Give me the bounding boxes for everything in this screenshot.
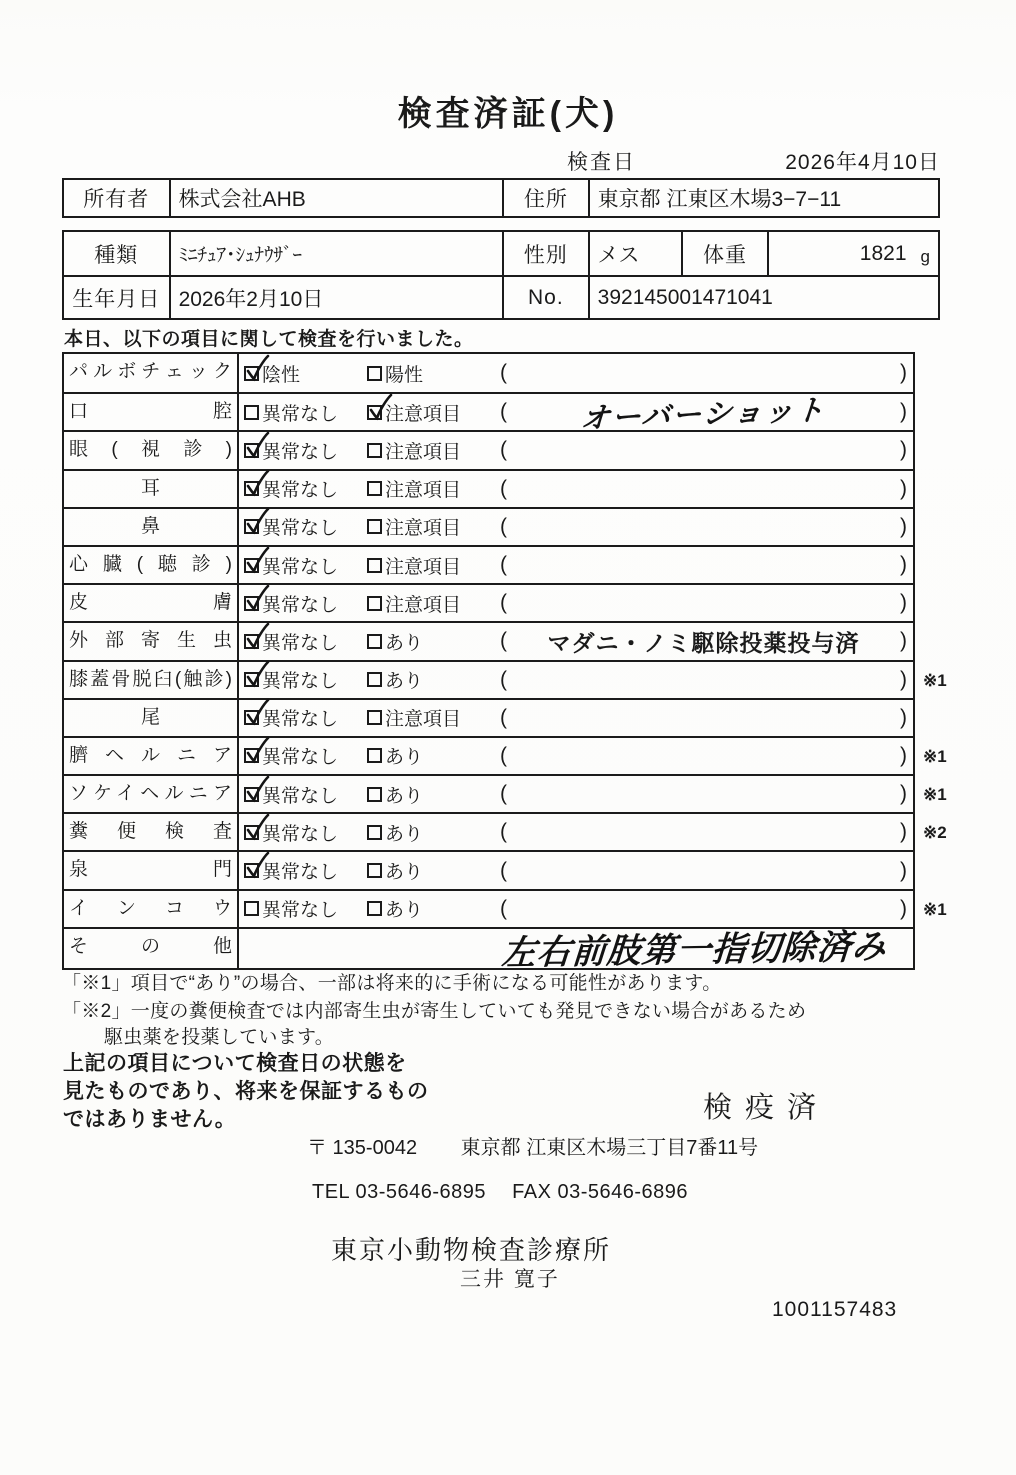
footnote-2: 「※2」一度の糞便検査では内部寄生虫が寄生していても発見できない場合があるため xyxy=(62,1001,807,1022)
open-paren: ( xyxy=(500,438,507,462)
weight-value xyxy=(767,232,938,275)
disclaimer xyxy=(63,1050,429,1134)
checkmark-icon xyxy=(243,623,270,651)
fax: FAX 03-5646-6896 xyxy=(512,1181,689,1203)
option-1-label: 異常なし xyxy=(262,518,339,540)
close-paren: ) xyxy=(900,743,907,767)
option-2 xyxy=(367,781,500,808)
option-2-label: あり xyxy=(385,747,424,769)
open-paren: ( xyxy=(500,514,507,538)
option-1 xyxy=(244,628,367,655)
checkbox[interactable] xyxy=(367,672,382,687)
option-2 xyxy=(367,437,500,464)
exam-date-label: 検査日 xyxy=(567,151,636,174)
checkbox[interactable] xyxy=(367,825,382,840)
no-label: No. xyxy=(502,277,588,318)
postal-line xyxy=(307,1131,758,1160)
option-1 xyxy=(244,704,367,731)
checklist-row-content xyxy=(239,852,913,888)
open-paren: ( xyxy=(500,667,507,691)
close-paren: ) xyxy=(900,476,907,500)
option-1-label: 異常なし xyxy=(262,785,339,807)
option-2-label: 注意項目 xyxy=(385,441,462,463)
breed-value: ﾐﾆﾁｭｱ･ｼｭﾅｳｻﾞｰ xyxy=(169,232,502,275)
footnote-ref: ※1 xyxy=(923,670,947,690)
option-2-label: あり xyxy=(385,862,424,884)
option-2-label: 注意項目 xyxy=(385,709,462,731)
open-paren: ( xyxy=(500,553,507,577)
serial-number: 1001157483 xyxy=(772,1298,898,1321)
open-paren: ( xyxy=(500,705,507,729)
option-1-label: 異常なし xyxy=(262,823,339,845)
checklist-item-label: 眼(視診) xyxy=(64,432,239,468)
exam-date-value: 2026年4月10日 xyxy=(785,151,940,174)
checklist-row-content xyxy=(239,776,913,812)
footnote-ref: ※1 xyxy=(923,785,947,805)
option-2-label: 注意項目 xyxy=(385,480,462,502)
weight-unit: g xyxy=(920,246,930,266)
checklist-item-label: 糞便検査 xyxy=(64,814,239,850)
checkmark-icon xyxy=(243,852,270,880)
checklist-row-content xyxy=(239,432,913,468)
checklist-row-content xyxy=(239,585,913,621)
open-paren: ( xyxy=(500,591,507,615)
close-paren: ) xyxy=(900,361,907,385)
checklist-row-content xyxy=(239,394,913,436)
owner-table xyxy=(62,178,940,218)
checkbox[interactable] xyxy=(244,558,259,573)
checkmark-icon xyxy=(243,737,270,765)
option-1-label: 異常なし xyxy=(262,709,339,731)
checklist-item-label: インコウ xyxy=(64,891,239,927)
option-1 xyxy=(244,781,367,808)
birth-value: 2026年2月10日 xyxy=(169,277,502,318)
option-2 xyxy=(367,819,500,846)
option-2-label: あり xyxy=(385,785,424,807)
clinic-name: 東京小動物検査診療所 xyxy=(331,1235,612,1265)
checkmark-icon xyxy=(243,470,270,498)
owner-value: 株式会社AHB xyxy=(169,180,502,216)
tel-fax-line xyxy=(312,1181,688,1204)
option-2 xyxy=(367,590,500,617)
breed-row xyxy=(64,232,938,275)
footnote-ref: ※1 xyxy=(923,746,947,766)
clinic-address: 東京都 江東区木場三丁目7番11号 xyxy=(460,1137,759,1159)
intro-text: 本日、以下の項目に関して検査を行いました。 xyxy=(64,329,474,350)
breed-label: 種類 xyxy=(94,243,139,267)
close-paren: ) xyxy=(900,896,907,920)
option-1 xyxy=(244,399,367,426)
checklist-row-content xyxy=(239,471,913,507)
option-2-label: 注意項目 xyxy=(385,403,462,425)
birth-label: 生年月日 xyxy=(72,287,161,311)
checkbox[interactable] xyxy=(367,634,382,649)
footnote-ref: ※2 xyxy=(923,823,947,843)
option-2 xyxy=(367,399,500,426)
checklist-row xyxy=(64,850,913,888)
option-1 xyxy=(244,895,367,922)
checkbox[interactable] xyxy=(244,748,259,763)
checkbox[interactable] xyxy=(367,366,382,381)
footnote-ref: ※1 xyxy=(923,899,947,919)
checklist-row xyxy=(64,812,947,850)
checkbox[interactable] xyxy=(244,634,259,649)
close-paren: ) xyxy=(900,705,907,729)
weight-number: 1821 xyxy=(859,241,907,265)
option-2-label: あり xyxy=(385,671,424,693)
postal-code: 〒 135-0042 xyxy=(307,1137,418,1159)
checklist-item-label: パルボチェック xyxy=(64,354,239,392)
option-1 xyxy=(244,742,367,769)
checklist-row xyxy=(64,927,913,973)
close-paren: ) xyxy=(900,820,907,844)
option-2 xyxy=(367,704,500,731)
checkmark-icon xyxy=(243,432,270,460)
checkmark-icon xyxy=(243,547,270,575)
checklist-row xyxy=(64,354,913,392)
option-2 xyxy=(367,895,500,922)
open-paren: ( xyxy=(500,896,507,920)
checkbox[interactable] xyxy=(367,519,382,534)
checkbox[interactable] xyxy=(367,863,382,878)
address-value: 東京都 江東区木場3−7−11 xyxy=(588,180,938,216)
option-1 xyxy=(244,590,367,617)
checklist-row-content xyxy=(239,814,913,850)
checkmark-icon xyxy=(243,776,270,804)
checkbox[interactable] xyxy=(367,443,382,458)
checkmark-icon xyxy=(243,661,270,689)
checkmark-icon xyxy=(243,585,270,613)
option-1-label: 異常なし xyxy=(262,632,339,654)
checklist-row xyxy=(64,736,947,774)
open-paren: ( xyxy=(500,400,507,424)
close-paren: ) xyxy=(900,782,907,806)
option-1 xyxy=(244,819,367,846)
address-label: 住所 xyxy=(502,180,588,216)
checkbox[interactable] xyxy=(244,787,259,802)
checklist-item-label: 臍ヘルニア xyxy=(64,738,239,774)
option-2 xyxy=(367,552,500,579)
disclaimer-line-1: 上記の項目について検査日の状態を xyxy=(63,1052,407,1075)
checkbox[interactable] xyxy=(244,596,259,611)
page-title: 検査済証(犬) xyxy=(397,95,619,133)
option-1-label: 陰性 xyxy=(262,364,301,386)
checklist-item-label: その他 xyxy=(64,929,239,968)
option-1-label: 異常なし xyxy=(262,671,339,693)
checklist-item-label: 口腔 xyxy=(64,394,239,430)
option-2 xyxy=(367,475,500,502)
option-1 xyxy=(244,666,367,693)
exam-date-row xyxy=(62,146,940,176)
examiner-name: 三井 寛子 xyxy=(460,1268,560,1291)
checklist-item-label: 皮膚 xyxy=(64,585,239,621)
option-1-label: 異常なし xyxy=(262,594,339,616)
option-1-label: 異常なし xyxy=(262,556,339,578)
option-1 xyxy=(244,475,367,502)
checkbox[interactable] xyxy=(244,825,259,840)
disclaimer-line-3: ではありません。 xyxy=(63,1108,237,1131)
checkmark-icon xyxy=(243,699,270,727)
checkbox[interactable] xyxy=(244,481,259,496)
close-paren: ) xyxy=(900,553,907,577)
checkmark-icon xyxy=(243,508,270,536)
option-1 xyxy=(244,437,367,464)
checklist-table xyxy=(62,352,947,973)
close-paren: ) xyxy=(900,591,907,615)
checkbox[interactable] xyxy=(244,443,259,458)
option-2 xyxy=(367,513,500,540)
quarantine-stamp: 検疫済 xyxy=(703,1092,830,1124)
checklist-item-label: 外部寄生虫 xyxy=(64,623,239,659)
checkbox[interactable] xyxy=(367,901,382,916)
option-2-label: 注意項目 xyxy=(385,594,462,616)
close-paren: ) xyxy=(900,514,907,538)
checklist-row-content xyxy=(239,509,913,545)
checklist-item-label: 耳 xyxy=(64,471,239,507)
option-2-label: 陽性 xyxy=(385,364,424,386)
checklist-item-label: 心臓(聴診) xyxy=(64,547,239,583)
open-paren: ( xyxy=(500,743,507,767)
open-paren: ( xyxy=(500,476,507,500)
disclaimer-line-2: 見たものであり、将来を保証するもの xyxy=(63,1080,429,1103)
checklist-row xyxy=(64,545,913,583)
checkbox[interactable] xyxy=(244,405,259,420)
checkbox[interactable] xyxy=(244,863,259,878)
checkbox[interactable] xyxy=(244,519,259,534)
footnote-1: 「※1」項目で“あり”の場合、一部は将来的に手術になる可能性があります。 xyxy=(62,973,722,994)
open-paren: ( xyxy=(500,820,507,844)
option-2-label: あり xyxy=(385,823,424,845)
checklist-row xyxy=(64,621,913,659)
checklist-item-label: ソケイヘルニア xyxy=(64,776,239,812)
checkmark-icon xyxy=(366,394,393,422)
option-2-label: あり xyxy=(385,632,424,654)
option-2-label: あり xyxy=(385,900,424,922)
checkbox[interactable] xyxy=(244,672,259,687)
option-1-label: 異常なし xyxy=(262,480,339,502)
owner-row xyxy=(64,180,938,216)
open-paren: ( xyxy=(500,858,507,882)
option-2-label: 注意項目 xyxy=(385,518,462,540)
close-paren: ) xyxy=(900,400,907,424)
sex-label: 性別 xyxy=(502,232,588,275)
checklist-item-label: 泉門 xyxy=(64,852,239,888)
checkbox[interactable] xyxy=(367,596,382,611)
close-paren: ) xyxy=(900,629,907,653)
option-1 xyxy=(244,513,367,540)
checkbox[interactable] xyxy=(244,901,259,916)
checkbox[interactable] xyxy=(367,481,382,496)
option-2 xyxy=(367,360,500,387)
checkbox[interactable] xyxy=(367,558,382,573)
checkbox[interactable] xyxy=(367,710,382,725)
option-1-label: 異常なし xyxy=(262,862,339,884)
checkmark-icon xyxy=(243,814,270,842)
option-1 xyxy=(244,857,367,884)
checklist-item-label: 尾 xyxy=(64,700,239,736)
checkbox[interactable] xyxy=(367,787,382,802)
option-1 xyxy=(244,360,367,387)
checkbox[interactable] xyxy=(244,710,259,725)
weight-label: 体重 xyxy=(681,232,767,275)
checklist-item-label: 膝蓋骨脱臼(触診) xyxy=(64,662,239,698)
option-2-label: 注意項目 xyxy=(385,556,462,578)
open-paren: ( xyxy=(500,782,507,806)
checkmark-icon xyxy=(243,355,270,383)
checklist-row-content xyxy=(239,662,913,698)
checkbox[interactable] xyxy=(367,405,382,420)
owner-label: 所有者 xyxy=(83,188,150,211)
checklist-item-label: 鼻 xyxy=(64,509,239,545)
sex-value: メス xyxy=(588,232,682,275)
note-text: 左右前肢第一指切除済み xyxy=(500,927,889,973)
close-paren: ) xyxy=(900,667,907,691)
open-paren: ( xyxy=(500,361,507,385)
checklist-row-content xyxy=(239,623,913,659)
footnote-2-cont: 駆虫薬を投薬しています。 xyxy=(104,1027,335,1048)
option-2 xyxy=(367,628,500,655)
checkbox[interactable] xyxy=(244,366,259,381)
checklist-row xyxy=(64,430,913,468)
close-paren: ) xyxy=(900,858,907,882)
checklist-row-content xyxy=(239,927,913,973)
checklist-row xyxy=(64,469,913,507)
open-paren: ( xyxy=(500,629,507,653)
pet-table xyxy=(62,230,940,320)
checklist-row xyxy=(64,698,913,736)
option-1 xyxy=(244,552,367,579)
option-2 xyxy=(367,666,500,693)
option-1-label: 異常なし xyxy=(262,900,339,922)
checklist-row xyxy=(64,660,947,698)
option-1-label: 異常なし xyxy=(262,747,339,769)
checklist-row xyxy=(64,774,947,812)
birth-row xyxy=(64,275,938,318)
checklist-row xyxy=(64,507,913,545)
checklist-row-content xyxy=(239,700,913,736)
tel: TEL 03-5646-6895 xyxy=(312,1181,487,1203)
checkbox[interactable] xyxy=(367,748,382,763)
checklist-row-content xyxy=(239,547,913,583)
checklist-row xyxy=(64,392,913,436)
option-1-label: 異常なし xyxy=(262,403,339,425)
option-1-label: 異常なし xyxy=(262,441,339,463)
option-2 xyxy=(367,742,500,769)
no-value: 392145001471041 xyxy=(588,277,938,318)
checklist-row-content xyxy=(239,738,913,774)
note-text: マダニ・ノミ駆除投薬投与済 xyxy=(547,629,860,656)
option-2 xyxy=(367,857,500,884)
close-paren: ) xyxy=(900,438,907,462)
checklist-row-content xyxy=(239,354,913,392)
checklist-row xyxy=(64,583,913,621)
note-text: オーバーショット xyxy=(579,394,828,436)
